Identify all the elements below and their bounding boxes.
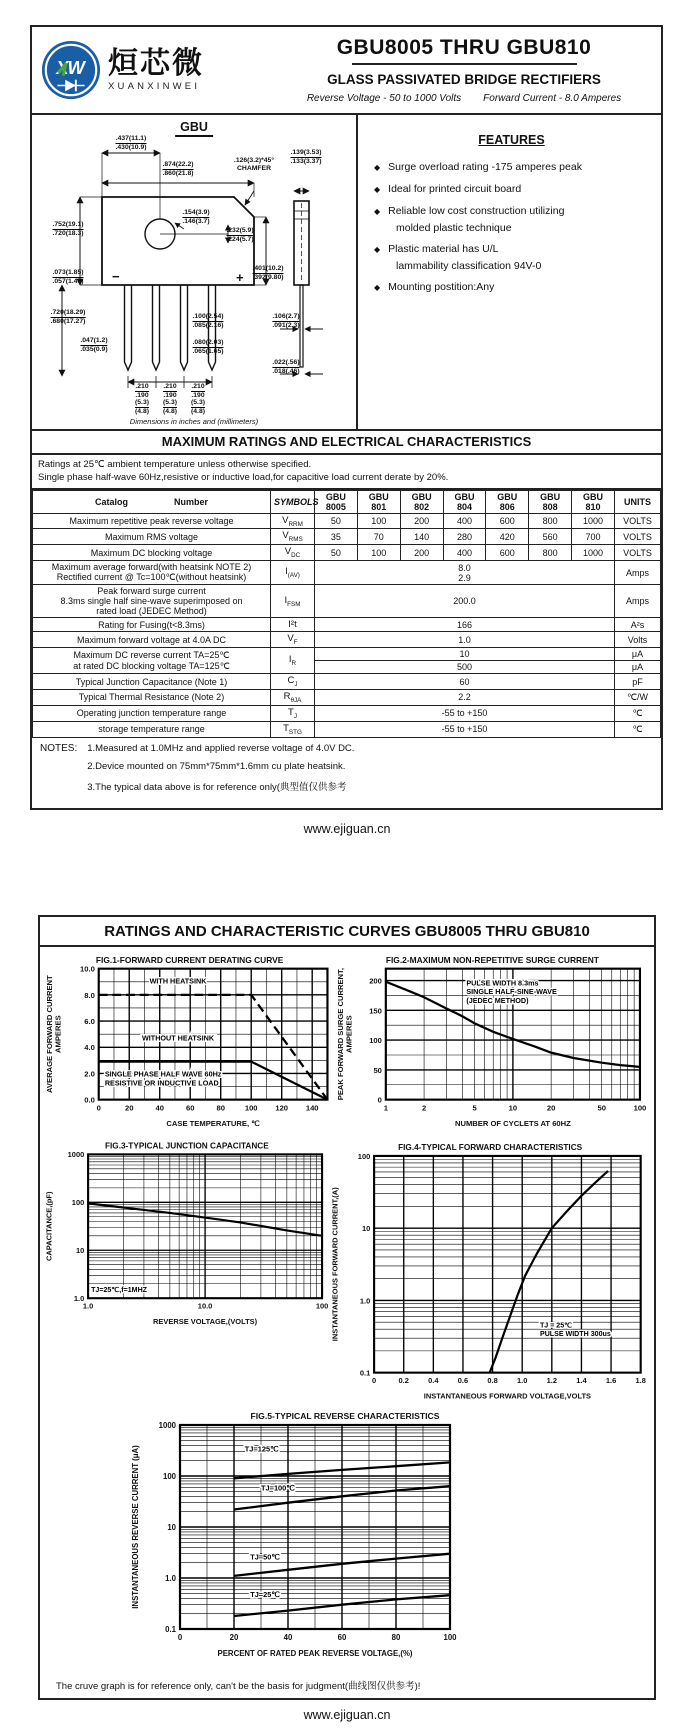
part-column-header: GBU 802 — [400, 490, 443, 513]
unit-cell: ℃/W — [615, 690, 661, 706]
svg-text:60: 60 — [337, 1633, 347, 1642]
dimension-label: .100(2.54) .085(2.16) — [192, 313, 224, 329]
symbol-cell: $T_J$ — [271, 705, 315, 721]
svg-text:40: 40 — [155, 1103, 164, 1113]
unit-cell: VOLTS — [615, 545, 661, 561]
svg-text:1.6: 1.6 — [605, 1376, 616, 1386]
svg-text:1000: 1000 — [67, 1150, 85, 1160]
svg-text:80: 80 — [391, 1633, 401, 1642]
svg-text:20: 20 — [229, 1633, 239, 1642]
value-cell: 200 — [400, 545, 443, 561]
value-cell: 35 — [315, 529, 358, 545]
svg-text:0.0: 0.0 — [84, 1095, 95, 1105]
fig5-chart — [130, 1409, 560, 1659]
part-column-header: GBU 810 — [572, 490, 615, 513]
unit-cell: μA — [615, 648, 661, 661]
symbol-cell: $I_{(AV)}$ — [271, 561, 315, 585]
svg-text:50: 50 — [597, 1103, 607, 1113]
svg-text:TJ=125℃: TJ=125℃ — [244, 1444, 279, 1454]
svg-text:AMPERES: AMPERES — [53, 1015, 63, 1053]
value-cell: 200 — [400, 513, 443, 529]
parameter-cell: Typical Junction Capacitance (Note 1) — [33, 674, 271, 690]
feature-text: molded plastic technique — [396, 222, 512, 234]
value-cell: 400 — [443, 513, 486, 529]
value-cell: 400 — [443, 545, 486, 561]
package-name: GBU — [175, 120, 213, 137]
table-row — [33, 618, 661, 632]
bullet-icon: ◆ — [374, 283, 381, 292]
parameter-cell: Maximum average forward(with heatsink NOTE 2) Rectified current @ Tc=100℃(without heatsink) — [33, 561, 271, 585]
svg-text:PULSE WIDTH 300us: PULSE WIDTH 300us — [539, 1330, 611, 1339]
dimension-label: .139(3.53) .133(3.37) — [290, 149, 322, 165]
dimension-label: .210 .190 (5.3) (4.8) — [135, 383, 149, 415]
svg-text:0.1: 0.1 — [165, 1625, 176, 1634]
value-cell: 800 — [529, 513, 572, 529]
svg-text:0.2: 0.2 — [398, 1376, 409, 1386]
svg-text:100: 100 — [633, 1103, 647, 1113]
feature-text: Surge overload rating -175 amperes peak — [388, 161, 582, 173]
svg-text:WITHOUT HEATSINK: WITHOUT HEATSINK — [141, 1033, 215, 1043]
value-cell: -55 to +150 — [315, 721, 615, 737]
parameter-cell: Typical Thermal Resistance (Note 2) — [33, 690, 271, 706]
svg-text:10: 10 — [167, 1523, 176, 1532]
svg-text:0.6: 0.6 — [457, 1376, 468, 1386]
unit-cell: A²s — [615, 618, 661, 632]
table-row — [33, 529, 661, 545]
feature-item — [374, 205, 649, 234]
dimension-label: .022(.56) .018(.46) — [272, 359, 300, 375]
value-cell: 280 — [443, 529, 486, 545]
unit-cell: Amps — [615, 561, 661, 585]
svg-text:10: 10 — [361, 1224, 371, 1234]
svg-text:8.0: 8.0 — [84, 990, 95, 1000]
svg-text:10.0: 10.0 — [197, 1301, 213, 1311]
svg-text:1.0: 1.0 — [82, 1301, 94, 1311]
dimension-label: .106(2.7) .091(2.3) — [272, 313, 300, 329]
svg-text:CASE TEMPERATURE, ℃: CASE TEMPERATURE, ℃ — [166, 1119, 260, 1129]
unit-cell: Volts — [615, 632, 661, 648]
dimension-label: .080(2.03) .065(1.65) — [192, 339, 224, 355]
fig4-chart — [330, 1135, 650, 1407]
logo-mark-icon — [40, 39, 102, 101]
curves-disclaimer: The cruve graph is for reference only, can't be the basis for judgment(曲线图仅供参考)! — [56, 1681, 421, 1692]
svg-text:0: 0 — [177, 1633, 183, 1642]
reverse-voltage-range: Reverse Voltage - 50 to 1000 Volts — [306, 93, 462, 104]
svg-text:SINGLE HALF-SINE-WAVE: SINGLE HALF-SINE-WAVE — [466, 987, 558, 997]
table-row — [33, 561, 661, 585]
svg-text:1: 1 — [383, 1103, 389, 1113]
svg-text:200: 200 — [369, 976, 383, 986]
curves-section-title: RATINGS AND CHARACTERISTIC CURVES GBU8005 THRU GBU810 — [40, 917, 654, 947]
dimension-label: .126(3.2)*45° CHAMFER — [233, 157, 275, 172]
unit-cell: ℃ — [615, 705, 661, 721]
svg-text:120: 120 — [275, 1103, 289, 1113]
parameter-cell: Maximum forward voltage at 4.0A DC — [33, 632, 271, 648]
svg-text:20: 20 — [124, 1103, 134, 1113]
svg-text:100: 100 — [315, 1301, 329, 1311]
svg-text:TJ=50℃: TJ=50℃ — [250, 1552, 280, 1562]
parameter-cell: Maximum DC reverse current TA=25℃ at rated DC blocking voltage TA=125℃ — [33, 648, 271, 674]
features-title: FEATURES — [478, 133, 545, 147]
svg-text:+: + — [236, 270, 244, 285]
parameter-cell: Maximum repetitive peak reverse voltage — [33, 513, 271, 529]
value-cell: -55 to +150 — [315, 705, 615, 721]
website-link[interactable]: www.ejiguan.cn — [303, 822, 391, 836]
svg-text:5: 5 — [472, 1103, 478, 1113]
svg-text:10.0: 10.0 — [80, 964, 95, 974]
table-row — [33, 674, 661, 690]
features-section — [358, 115, 661, 429]
dimension-label: .154(3.9) .146(3.7) — [182, 209, 210, 225]
svg-text:REVERSE VOLTAGE,(VOLTS): REVERSE VOLTAGE,(VOLTS) — [153, 1317, 258, 1327]
svg-text:PEAK FORWARD SURGE CURRENT,: PEAK FORWARD SURGE CURRENT, — [336, 968, 346, 1101]
dimension-label: .401(10.2) .392(9.80) — [252, 265, 284, 281]
notes-section — [32, 738, 661, 800]
svg-text:60: 60 — [185, 1103, 195, 1113]
symbol-cell: $T_{STG}$ — [271, 721, 315, 737]
feature-text: Mounting postition:Any — [388, 281, 495, 293]
svg-text:FIG.3-TYPICAL JUNCTION CAPACIT: FIG.3-TYPICAL JUNCTION CAPACITANCE — [104, 1141, 269, 1151]
svg-text:PULSE WIDTH 8.3ms: PULSE WIDTH 8.3ms — [466, 978, 539, 988]
table-row — [33, 545, 661, 561]
part-column-header: GBU 801 — [357, 490, 400, 513]
dimension-label: .210 .190 (5.3) (4.8) — [163, 383, 177, 415]
datasheet-page-2 — [38, 915, 656, 1700]
part-column-header: GBU 804 — [443, 490, 486, 513]
table-row — [33, 648, 661, 661]
dimension-label: .232(5.9) .224(5.7) — [226, 227, 254, 243]
forward-current-rating: Forward Current - 8.0 Amperes — [483, 93, 622, 104]
fig2-chart — [335, 951, 650, 1131]
symbols-header: SYMBOLS — [271, 490, 315, 513]
svg-text:100: 100 — [443, 1633, 457, 1642]
datasheet-page-1 — [30, 25, 663, 810]
svg-text:−: − — [112, 269, 120, 284]
ratings-condition-2: Single phase half-wave 60Hz,resistive or inductive load,for capacitive load current derate by 20%. — [38, 472, 449, 484]
svg-text:1.0: 1.0 — [359, 1296, 371, 1306]
feature-text: Plastic material has U/L — [388, 243, 499, 255]
svg-text:20: 20 — [547, 1103, 556, 1113]
svg-text:FIG.4-TYPICAL FORWARD CHARACTE: FIG.4-TYPICAL FORWARD CHARACTERISTICS — [397, 1143, 582, 1153]
unit-cell: μA — [615, 661, 661, 674]
feature-item — [374, 161, 649, 174]
svg-text:2: 2 — [422, 1103, 427, 1113]
value-cell: 100 — [357, 545, 400, 561]
svg-text:10: 10 — [508, 1103, 518, 1113]
svg-text:WITH HEATSINK: WITH HEATSINK — [149, 976, 207, 986]
table-header-row — [33, 490, 661, 513]
catalog-header: Catalog Number — [33, 490, 271, 513]
svg-text:100: 100 — [369, 1036, 383, 1046]
unit-cell: ℃ — [615, 721, 661, 737]
parameter-cell: Maximum DC blocking voltage — [33, 545, 271, 561]
svg-text:0: 0 — [371, 1376, 376, 1386]
svg-text:XW: XW — [56, 56, 84, 78]
svg-text:AMPERES: AMPERES — [344, 1015, 354, 1053]
feature-item — [374, 183, 649, 196]
bullet-icon: ◆ — [374, 207, 381, 216]
title-underline — [352, 63, 577, 65]
svg-text:100: 100 — [357, 1151, 371, 1161]
symbol-cell: $I_{FSM}$ — [271, 585, 315, 618]
value-cell: 700 — [572, 529, 615, 545]
value-cell: 500 — [315, 661, 615, 674]
symbol-cell: I²t — [271, 618, 315, 632]
dimension-label: .752(19.1) .720(18.3) — [52, 221, 84, 237]
part-number-title: GBU8005 THRU GBU810 — [336, 36, 592, 59]
note-line: 2.Device mounted on 75mm*75mm*1.6mm cu plate heatsink. — [87, 760, 346, 772]
svg-text:PERCENT OF RATED PEAK REVERSE: PERCENT OF RATED PEAK REVERSE VOLTAGE,(%) — [217, 1649, 413, 1658]
parameter-cell: Peak forward surge current 8.3ms single half sine-wave superimposed on rated load (JEDEC Method) — [33, 585, 271, 618]
device-type-subtitle: GLASS PASSIVATED BRIDGE RECTIFIERS — [327, 72, 601, 87]
value-cell: 1000 — [572, 545, 615, 561]
value-cell: 800 — [529, 545, 572, 561]
svg-text:TJ=100℃: TJ=100℃ — [261, 1483, 295, 1493]
svg-text:0: 0 — [96, 1103, 101, 1113]
feature-item — [374, 281, 649, 294]
ratings-condition-1: Ratings at 25℃ ambient temperature unless otherwise specified. — [38, 459, 312, 470]
parameter-cell: Maximum RMS voltage — [33, 529, 271, 545]
parameter-cell: Rating for Fusing(t<8.3ms) — [33, 618, 271, 632]
unit-cell: VOLTS — [615, 513, 661, 529]
symbol-cell: $V_{RMS}$ — [271, 529, 315, 545]
svg-text:SINGLE PHASE HALF WAVE 60Hz: SINGLE PHASE HALF WAVE 60Hz — [104, 1069, 222, 1079]
bullet-icon: ◆ — [374, 185, 381, 194]
svg-text:1.8: 1.8 — [635, 1376, 646, 1386]
table-row — [33, 632, 661, 648]
svg-text:TJ = 25℃: TJ = 25℃ — [539, 1321, 572, 1330]
svg-text:INSTANTANEOUS FORWARD CURRENT,: INSTANTANEOUS FORWARD CURRENT,(A) — [330, 1187, 340, 1342]
svg-text:100: 100 — [162, 1472, 176, 1481]
feature-text: Ideal for printed circuit board — [388, 183, 522, 195]
ratings-table — [32, 490, 661, 738]
svg-text:40: 40 — [283, 1633, 293, 1642]
dimension-label: .073(1.85) .057(1.45) — [52, 269, 84, 285]
symbol-cell: $R_{\theta JA}$ — [271, 690, 315, 706]
features-list — [374, 161, 649, 294]
dimension-label: .720(18.29) .680(17.27) — [50, 309, 86, 325]
value-cell: 70 — [357, 529, 400, 545]
ratings-preamble — [32, 455, 661, 490]
table-row — [33, 513, 661, 529]
part-column-header: GBU 8005 — [315, 490, 358, 513]
company-logo — [40, 39, 275, 101]
notes-lines — [87, 743, 354, 800]
svg-text:INSTANTANEOUS FORWARD VOLTAGE,: INSTANTANEOUS FORWARD VOLTAGE,VOLTS — [423, 1391, 591, 1401]
svg-text:(JEDEC METHOD): (JEDEC METHOD) — [466, 995, 529, 1005]
svg-text:AVERAGE FORWARD CURRENT: AVERAGE FORWARD CURRENT — [44, 975, 54, 1093]
value-cell: 1.0 — [315, 632, 615, 648]
company-name-en: XUANXINWEI — [108, 80, 201, 92]
svg-text:0.4: 0.4 — [427, 1376, 439, 1386]
feature-text: Reliable low cost construction utilizing — [388, 205, 565, 217]
svg-text:1.2: 1.2 — [546, 1376, 557, 1386]
value-cell: 600 — [486, 513, 529, 529]
value-cell: 100 — [357, 513, 400, 529]
notes-label: NOTES: — [40, 742, 78, 754]
dimension-label: .047(1.2) .035(0.9) — [80, 337, 108, 353]
part-column-header: GBU 808 — [529, 490, 572, 513]
value-cell: 600 — [486, 545, 529, 561]
unit-cell: VOLTS — [615, 529, 661, 545]
fig1-chart — [44, 951, 335, 1131]
svg-text:NUMBER OF CYCLETS AT 60HZ: NUMBER OF CYCLETS AT 60HZ — [455, 1119, 572, 1129]
svg-text:2.0: 2.0 — [84, 1069, 95, 1079]
unit-cell: Amps — [615, 585, 661, 618]
value-cell: 1000 — [572, 513, 615, 529]
svg-text:0.1: 0.1 — [359, 1368, 371, 1378]
symbol-cell: $C_J$ — [271, 674, 315, 690]
page2-footer — [0, 1708, 694, 1722]
value-cell: 140 — [400, 529, 443, 545]
bullet-icon: ◆ — [374, 163, 381, 172]
feature-item — [374, 243, 649, 272]
dimensions-caption: Dimensions in inches and (millimeters) — [129, 417, 259, 426]
svg-text:4.0: 4.0 — [84, 1043, 95, 1053]
value-cell: 166 — [315, 618, 615, 632]
svg-text:1.0: 1.0 — [516, 1376, 528, 1386]
svg-text:150: 150 — [369, 1006, 383, 1016]
package-outline-section — [32, 115, 358, 429]
table-row — [33, 705, 661, 721]
ratings-section-title: MAXIMUM RATINGS AND ELECTRICAL CHARACTERISTICS — [32, 431, 661, 455]
header — [32, 27, 661, 115]
svg-text:50: 50 — [373, 1065, 383, 1075]
fig3-chart — [44, 1135, 330, 1331]
units-header: UNITS — [615, 490, 661, 513]
symbol-cell: $V_{RRM}$ — [271, 513, 315, 529]
value-cell: 50 — [315, 513, 358, 529]
table-row — [33, 721, 661, 737]
company-name-cn: 烜芯微 — [108, 46, 204, 80]
table-row — [33, 690, 661, 706]
dimension-label: .210 .190 (5.3) (4.8) — [191, 383, 205, 415]
svg-text:TJ=25℃,f=1MHZ: TJ=25℃,f=1MHZ — [91, 1285, 148, 1294]
svg-text:100: 100 — [244, 1103, 258, 1113]
svg-text:10: 10 — [75, 1246, 85, 1256]
symbol-cell: $V_F$ — [271, 632, 315, 648]
svg-text:FIG.2-MAXIMUM NON-REPETITIVE: FIG.2-MAXIMUM NON-REPETITIVE SURGE CURRENT — [386, 954, 600, 965]
bullet-icon: ◆ — [374, 245, 381, 254]
parameter-cell: storage temperature range — [33, 721, 271, 737]
value-cell: 10 — [315, 648, 615, 661]
value-cell: 2.2 — [315, 690, 615, 706]
svg-text:80: 80 — [216, 1103, 225, 1113]
note-line: 3.The typical data above is for reference only(典型值仅供参考 — [87, 781, 347, 793]
svg-text:0: 0 — [377, 1095, 383, 1105]
value-cell: 60 — [315, 674, 615, 690]
svg-text:1.4: 1.4 — [575, 1376, 587, 1386]
dimension-label: .437(11.1) .430(10.9) — [115, 135, 147, 151]
svg-text:140: 140 — [305, 1103, 319, 1113]
value-cell: 420 — [486, 529, 529, 545]
symbol-cell: $I_R$ — [271, 648, 315, 674]
value-cell: 560 — [529, 529, 572, 545]
svg-text:FIG.1-FORWARD CURRENT DERATING: FIG.1-FORWARD CURRENT DERATING CURVE — [95, 954, 284, 965]
svg-text:RESISTIVE OR INDUCTIVE LOAD: RESISTIVE OR INDUCTIVE LOAD — [104, 1078, 219, 1088]
symbol-cell: $V_{DC}$ — [271, 545, 315, 561]
page1-footer — [0, 822, 694, 836]
feature-text: lammability classification 94V-0 — [396, 260, 542, 272]
value-cell: 50 — [315, 545, 358, 561]
svg-text:1000: 1000 — [158, 1421, 176, 1430]
table-row — [33, 585, 661, 618]
part-column-header: GBU 806 — [486, 490, 529, 513]
svg-text:INSTANTANEOUS REVERSE CURRENT: INSTANTANEOUS REVERSE CURRENT (μA) — [131, 1445, 140, 1609]
svg-text:0.8: 0.8 — [487, 1376, 498, 1386]
parameter-cell: Operating junction temperature range — [33, 705, 271, 721]
value-cell: 8.0 2.9 — [315, 561, 615, 585]
svg-text:CAPACITANCE,(pF): CAPACITANCE,(pF) — [44, 1191, 54, 1261]
svg-text:TJ=25℃: TJ=25℃ — [250, 1590, 280, 1600]
unit-cell: pF — [615, 674, 661, 690]
svg-text:6.0: 6.0 — [84, 1016, 95, 1026]
note-line: 1.Measured at 1.0MHz and applied reverse voltage of 4.0V DC. — [87, 742, 355, 754]
dimension-label: .874(22.2) .860(21.8) — [162, 161, 194, 177]
value-cell: 200.0 — [315, 585, 615, 618]
svg-text:1.0: 1.0 — [165, 1574, 176, 1583]
website-link-2[interactable]: www.ejiguan.cn — [303, 1708, 391, 1722]
svg-text:100: 100 — [71, 1198, 85, 1208]
svg-text:FIG.5-TYPICAL REVERSE CHARACTE: FIG.5-TYPICAL REVERSE CHARACTERISTICS — [250, 1411, 440, 1421]
svg-text:1.0: 1.0 — [73, 1294, 85, 1304]
